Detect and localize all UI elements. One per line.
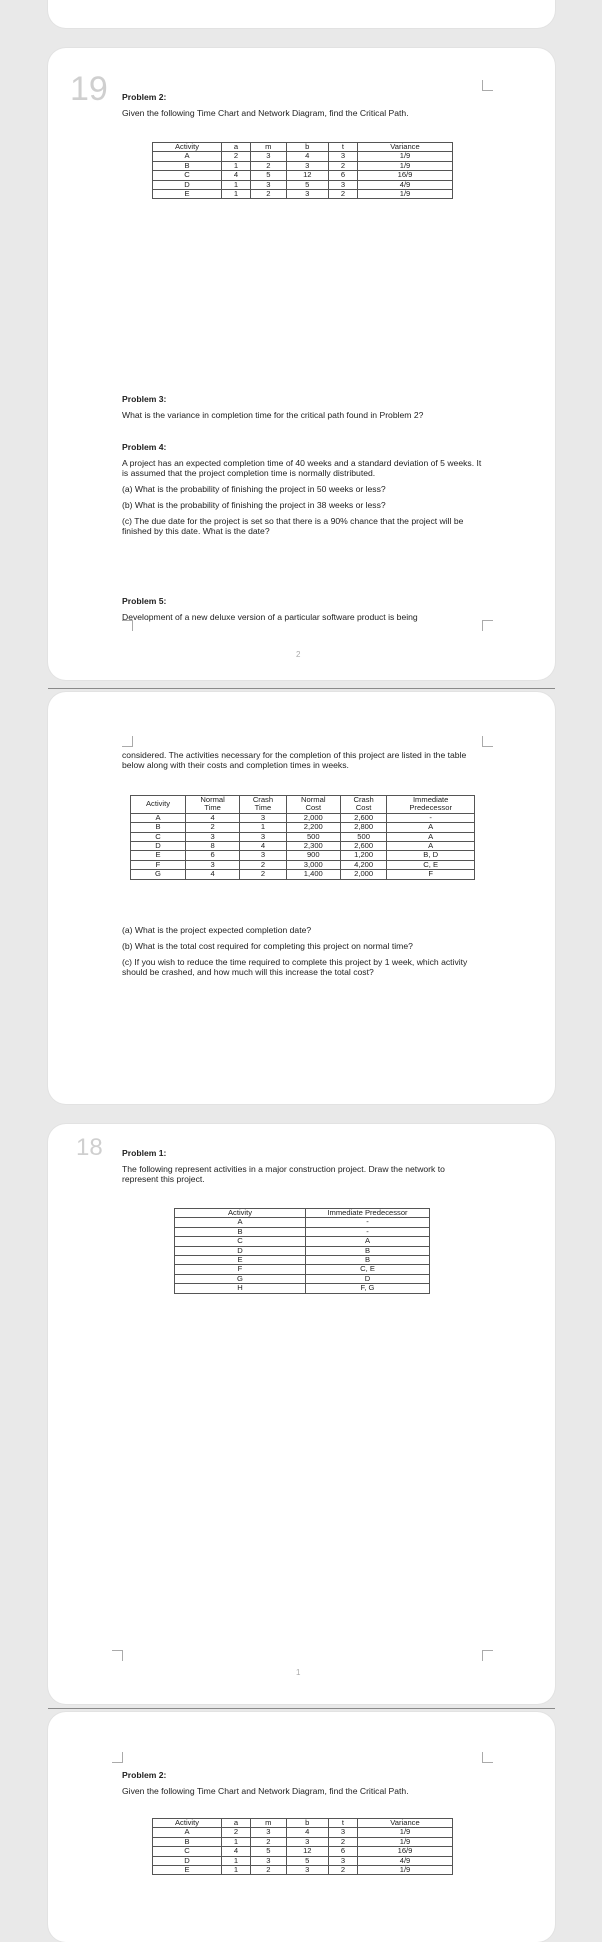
problem2-repeat-title: Problem 2: xyxy=(122,1770,167,1780)
table-cell: 1,200 xyxy=(340,851,386,860)
table-cell: 3 xyxy=(328,152,357,161)
table-row xyxy=(175,1246,430,1255)
table-cell: 2 xyxy=(240,870,286,879)
table-cell: 8 xyxy=(186,842,240,851)
table-cell: C xyxy=(153,1847,222,1856)
header-line: Normal xyxy=(200,795,225,804)
table-cell: 2,600 xyxy=(340,842,386,851)
table-header: Variance xyxy=(358,143,453,152)
table-cell: 2 xyxy=(328,190,357,199)
table-cell: 4 xyxy=(186,870,240,879)
table-cell: 3 xyxy=(286,190,328,199)
table-cell: 6 xyxy=(328,171,357,180)
table-cell: A xyxy=(387,823,475,832)
table-cell: 1/9 xyxy=(358,1866,453,1875)
header-line: Immediate xyxy=(412,795,449,804)
table-cell: 2,000 xyxy=(286,813,340,822)
table-cell: 2,200 xyxy=(286,823,340,832)
table-header: b xyxy=(286,1819,328,1828)
problem1-text: The following represent activities in a major construction project. Draw the network to represent this project. xyxy=(122,1164,445,1184)
table-header-row xyxy=(131,796,475,814)
table-header xyxy=(387,796,475,814)
page-fragment-top xyxy=(48,0,555,28)
table-row xyxy=(131,860,475,869)
problem5-title: Problem 5: xyxy=(122,596,167,606)
table-cell: 3 xyxy=(251,1856,287,1865)
table-cell: B xyxy=(131,823,186,832)
table-cell: 12 xyxy=(286,171,328,180)
table-cell: C, E xyxy=(387,860,475,869)
table-cell: 12 xyxy=(286,1847,328,1856)
table-cell: 900 xyxy=(286,851,340,860)
table-cell: 5 xyxy=(286,1856,328,1865)
table-cell: A xyxy=(175,1218,306,1227)
table-cell: 4 xyxy=(222,1847,251,1856)
corner-mark xyxy=(122,736,133,747)
table-row xyxy=(131,823,475,832)
table-cell: A xyxy=(387,842,475,851)
table-cell: 2 xyxy=(251,1866,287,1875)
table-cell: F xyxy=(175,1265,306,1274)
table-cell: 2 xyxy=(251,190,287,199)
corner-mark xyxy=(482,1752,493,1763)
table-cell: 1/9 xyxy=(358,152,453,161)
problem3-text: What is the variance in completion time for the critical path found in Problem 2? xyxy=(122,410,424,420)
table-cell: - xyxy=(306,1227,430,1236)
table-cell: 4,200 xyxy=(340,860,386,869)
table-cell: A xyxy=(131,813,186,822)
page-number: 2 xyxy=(296,650,301,659)
table-row xyxy=(175,1256,430,1265)
table-header: Activity xyxy=(175,1209,306,1218)
problem3-title: Problem 3: xyxy=(122,394,167,404)
table-header-row xyxy=(175,1209,430,1218)
table-cell: 2,800 xyxy=(340,823,386,832)
corner-mark xyxy=(482,620,493,631)
header-line: Predecessor xyxy=(409,803,452,813)
table-cell: 4/9 xyxy=(358,180,453,189)
table-header xyxy=(186,796,240,814)
table-header: t xyxy=(328,143,357,152)
table-cell: 2 xyxy=(251,161,287,170)
table-cell: B xyxy=(306,1246,430,1255)
table-cell: 3 xyxy=(251,1828,287,1837)
table-cell: 1 xyxy=(222,180,251,189)
table-cell: E xyxy=(153,1866,222,1875)
table-cell: F xyxy=(131,860,186,869)
table-cell: 1/9 xyxy=(358,1837,453,1846)
corner-mark xyxy=(482,80,493,91)
table-row xyxy=(153,1828,453,1837)
table-cell: C xyxy=(131,832,186,841)
header-line: Normal xyxy=(301,795,326,804)
problem2-text: Given the following Time Chart and Network Diagram, find the Critical Path. xyxy=(122,108,409,118)
table-row xyxy=(153,152,453,161)
table-header: Activity xyxy=(153,143,222,152)
table-cell: 5 xyxy=(251,1847,287,1856)
table-cell: 1/9 xyxy=(358,161,453,170)
header-line: Cost xyxy=(355,803,372,813)
page-separator xyxy=(48,688,555,689)
table-row xyxy=(153,190,453,199)
table-cell: 2 xyxy=(222,152,251,161)
table-cell: 3 xyxy=(286,161,328,170)
problem4-text: A project has an expected completion time of 40 weeks and a standard deviation of 5 weeks. It is assumed that the project completion time is normally distributed. xyxy=(122,458,482,478)
problem5-text-part1: Development of a new deluxe version of a particular software product is being xyxy=(122,612,418,622)
table-row xyxy=(153,171,453,180)
table-cell: 4/9 xyxy=(358,1856,453,1865)
problem1-table xyxy=(174,1208,430,1294)
table-row xyxy=(175,1284,430,1293)
table-cell: B xyxy=(153,161,222,170)
table-cell: A xyxy=(153,1828,222,1837)
table-cell: 1 xyxy=(222,1866,251,1875)
table-cell: B xyxy=(306,1256,430,1265)
header-line: Crash xyxy=(353,795,374,804)
table-cell: 4 xyxy=(222,171,251,180)
table-row xyxy=(153,1847,453,1856)
problem2-title: Problem 2: xyxy=(122,92,167,102)
table-cell: 2 xyxy=(328,1866,357,1875)
table-cell: 4 xyxy=(286,152,328,161)
problem5-table xyxy=(130,795,475,880)
table-row xyxy=(175,1274,430,1283)
table-cell: - xyxy=(306,1218,430,1227)
table-header: a xyxy=(222,143,251,152)
problem2-table xyxy=(152,142,453,199)
table-header xyxy=(340,796,386,814)
table-cell: C xyxy=(175,1237,306,1246)
table-cell: H xyxy=(175,1284,306,1293)
table-cell: 3,000 xyxy=(286,860,340,869)
table-cell: 3 xyxy=(286,1837,328,1846)
table-cell: 3 xyxy=(328,1828,357,1837)
table-cell: B, D xyxy=(387,851,475,860)
table-cell: B xyxy=(175,1227,306,1236)
table-cell: 2 xyxy=(186,823,240,832)
table-cell: D xyxy=(153,1856,222,1865)
problem4-part-c: (c) The due date for the project is set so that there is a 90% chance that the project will be finished by this date. What is the date? xyxy=(122,516,464,536)
table-cell: 1 xyxy=(222,190,251,199)
table-cell: 1 xyxy=(222,1837,251,1846)
problem4-part-b: (b) What is the probability of finishing the project in 38 weeks or less? xyxy=(122,500,386,510)
table-cell: C xyxy=(153,171,222,180)
table-header: Immediate Predecessor xyxy=(306,1209,430,1218)
table-row xyxy=(175,1218,430,1227)
table-cell: A xyxy=(153,152,222,161)
corner-mark xyxy=(112,1752,123,1763)
header-line: Time xyxy=(254,803,272,813)
problem5-part-b: (b) What is the total cost required for completing this project on normal time? xyxy=(122,941,413,951)
table-header: Activity xyxy=(153,1819,222,1828)
problem5-text-part2: considered. The activities necessary for the completion of this project are listed in the table below along with their costs and completion times in weeks. xyxy=(122,750,467,770)
table-cell: D xyxy=(175,1246,306,1255)
table-header: t xyxy=(328,1819,357,1828)
corner-mark xyxy=(482,736,493,747)
table-cell: 2 xyxy=(251,1837,287,1846)
table-cell: 5 xyxy=(286,180,328,189)
table-header: m xyxy=(251,1819,287,1828)
table-cell: F, G xyxy=(306,1284,430,1293)
table-cell: 2,300 xyxy=(286,842,340,851)
table-cell: 3 xyxy=(328,1856,357,1865)
problem5-part-c: (c) If you wish to reduce the time required to complete this project by 1 week, which activity should be crashed, and how much will this increase the total cost? xyxy=(122,957,468,977)
table-cell: 1/9 xyxy=(358,190,453,199)
header-line: Time xyxy=(204,803,221,813)
table-row xyxy=(131,813,475,822)
table-cell: 1 xyxy=(222,161,251,170)
table-cell: 2 xyxy=(240,860,286,869)
table-row xyxy=(131,870,475,879)
table-header: a xyxy=(222,1819,251,1828)
table-cell: 3 xyxy=(186,832,240,841)
problem5-part-a: (a) What is the project expected completion date? xyxy=(122,925,312,935)
table-cell: 2 xyxy=(222,1828,251,1837)
table-cell: 3 xyxy=(286,1866,328,1875)
table-cell: - xyxy=(387,813,475,822)
page-index-18: 18 xyxy=(76,1134,103,1161)
table-cell: A xyxy=(387,832,475,841)
table-cell: 1,400 xyxy=(286,870,340,879)
problem1-title: Problem 1: xyxy=(122,1148,167,1158)
table-cell: 2 xyxy=(328,161,357,170)
table-header xyxy=(131,796,186,814)
table-header: m xyxy=(251,143,287,152)
corner-mark xyxy=(112,1650,123,1661)
table-row xyxy=(153,1866,453,1875)
table-cell: 4 xyxy=(240,842,286,851)
table-row xyxy=(175,1227,430,1236)
problem2-repeat-text: Given the following Time Chart and Network Diagram, find the Critical Path. xyxy=(122,1786,409,1796)
page-index-19: 19 xyxy=(70,70,108,108)
table-cell: 16/9 xyxy=(358,1847,453,1856)
header-line: Crash xyxy=(252,795,274,804)
table-cell: 16/9 xyxy=(358,171,453,180)
problem4-title: Problem 4: xyxy=(122,442,167,452)
table-cell: 4 xyxy=(286,1828,328,1837)
table-cell: 1 xyxy=(222,1856,251,1865)
table-cell: 3 xyxy=(251,180,287,189)
table-cell: 1 xyxy=(240,823,286,832)
table-cell: 3 xyxy=(251,152,287,161)
table-cell: 500 xyxy=(286,832,340,841)
table-cell: B xyxy=(153,1837,222,1846)
table-cell: 2,600 xyxy=(340,813,386,822)
table-cell: D xyxy=(306,1274,430,1283)
table-cell: G xyxy=(131,870,186,879)
table-cell: 1/9 xyxy=(358,1828,453,1837)
corner-mark xyxy=(482,1650,493,1661)
table-cell: G xyxy=(175,1274,306,1283)
table-cell: E xyxy=(153,190,222,199)
table-cell: E xyxy=(175,1256,306,1265)
table-cell: C, E xyxy=(306,1265,430,1274)
header-line: Activity xyxy=(145,799,171,809)
table-cell: 3 xyxy=(240,813,286,822)
table-row xyxy=(131,832,475,841)
table-row xyxy=(175,1237,430,1246)
table-row xyxy=(131,851,475,860)
table-cell: 500 xyxy=(340,832,386,841)
header-line: Cost xyxy=(305,803,322,813)
table-cell: 3 xyxy=(240,832,286,841)
table-cell: D xyxy=(131,842,186,851)
table-cell: E xyxy=(131,851,186,860)
table-cell: A xyxy=(306,1237,430,1246)
table-cell: 2,000 xyxy=(340,870,386,879)
table-cell: 3 xyxy=(186,860,240,869)
table-header xyxy=(240,796,286,814)
table-cell: 2 xyxy=(328,1837,357,1846)
page-number: 1 xyxy=(296,1668,301,1677)
table-cell: D xyxy=(153,180,222,189)
table-cell: 5 xyxy=(251,171,287,180)
problem2-repeat-table xyxy=(152,1818,453,1875)
table-cell: 6 xyxy=(186,851,240,860)
table-cell: 3 xyxy=(240,851,286,860)
table-header xyxy=(286,796,340,814)
table-row xyxy=(175,1265,430,1274)
page-separator xyxy=(48,1708,555,1709)
table-header: b xyxy=(286,143,328,152)
table-cell: 6 xyxy=(328,1847,357,1856)
table-cell: 4 xyxy=(186,813,240,822)
table-header: Variance xyxy=(358,1819,453,1828)
table-cell: 3 xyxy=(328,180,357,189)
problem4-part-a: (a) What is the probability of finishing the project in 50 weeks or less? xyxy=(122,484,386,494)
table-cell: F xyxy=(387,870,475,879)
